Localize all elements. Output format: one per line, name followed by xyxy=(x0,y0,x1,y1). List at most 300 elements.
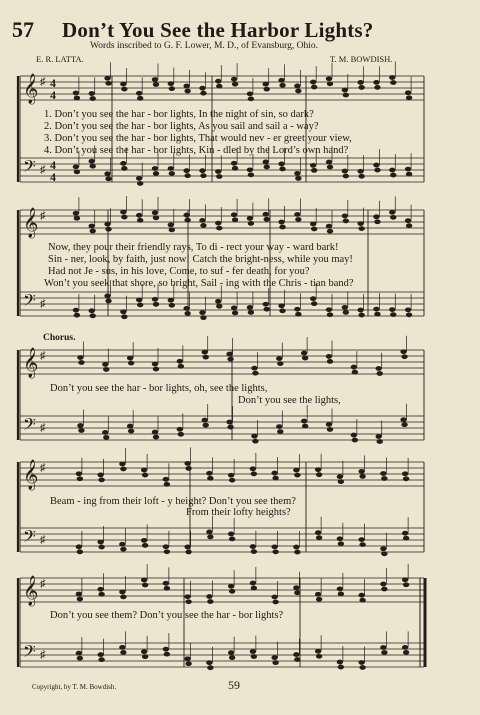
note-head xyxy=(226,420,232,425)
note-head xyxy=(337,536,343,541)
note-head xyxy=(128,361,134,366)
verse-2-line-1: 2. Don’t you see the har - bor lights, As you sail and sail a - way? xyxy=(44,121,319,132)
note-head xyxy=(207,534,213,539)
note-head xyxy=(163,477,169,482)
note-head xyxy=(374,85,380,90)
note-head xyxy=(103,435,109,440)
note-head xyxy=(183,168,189,173)
note-head xyxy=(105,81,111,86)
note-head xyxy=(184,89,190,94)
note-head xyxy=(152,430,158,435)
bass-clef: 𝄢 xyxy=(23,526,36,550)
note-head xyxy=(74,313,80,318)
note-head xyxy=(390,215,396,220)
time-signature: 4 xyxy=(50,158,56,172)
note-head xyxy=(380,471,386,476)
note-head xyxy=(405,167,411,172)
note-head xyxy=(120,210,126,215)
note-head xyxy=(178,364,184,369)
note-head xyxy=(263,212,269,217)
verse-4-line-2: Won’t you seek that shore, so bright, Sail - ing with the Chris - tian band? xyxy=(44,278,354,289)
note-head xyxy=(376,366,382,371)
note-head xyxy=(77,355,83,360)
note-head xyxy=(310,163,316,168)
note-head xyxy=(247,91,253,96)
note-head xyxy=(120,161,126,166)
time-signature: 4 xyxy=(50,76,56,90)
note-head xyxy=(295,217,301,222)
note-head xyxy=(381,587,387,592)
note-head xyxy=(278,78,284,83)
note-head xyxy=(402,471,408,476)
note-head xyxy=(183,213,189,218)
note-head xyxy=(73,211,79,216)
note-head xyxy=(402,577,408,582)
bass-clef: 𝄢 xyxy=(23,641,36,665)
note-head xyxy=(402,531,408,536)
note-head xyxy=(294,657,300,662)
note-head xyxy=(136,297,142,302)
note-head xyxy=(76,592,82,597)
note-head xyxy=(183,306,189,311)
treble-clef: 𝄞 xyxy=(23,348,39,378)
note-head xyxy=(231,305,237,310)
note-head xyxy=(78,428,84,433)
note-head xyxy=(279,167,285,172)
note-head xyxy=(293,545,299,550)
note-head xyxy=(248,221,254,226)
note-head xyxy=(271,595,277,600)
lyricist: E. R. LATTA. xyxy=(36,54,84,64)
note-head xyxy=(215,221,221,226)
note-head xyxy=(229,537,235,542)
note-head xyxy=(207,476,213,481)
note-head xyxy=(359,542,365,547)
key-signature: ♯ xyxy=(40,534,46,546)
note-head xyxy=(293,468,299,473)
verse-3-line-1: 3. Don’t you see the har - bor lights, That would nev - er greet your view, xyxy=(44,133,352,144)
bass-clef: 𝄢 xyxy=(23,414,36,438)
note-head xyxy=(316,472,322,477)
note-head xyxy=(121,314,127,319)
note-head xyxy=(153,367,159,372)
note-head xyxy=(406,95,412,100)
note-head xyxy=(263,160,269,165)
note-head xyxy=(338,541,344,546)
note-head xyxy=(102,362,108,367)
note-head xyxy=(90,229,96,234)
note-head xyxy=(278,220,284,225)
note-head xyxy=(272,660,278,665)
note-head xyxy=(337,660,343,665)
note-head xyxy=(357,80,363,85)
note-head xyxy=(206,529,212,534)
composer: T. M. BOWDISH. xyxy=(330,54,393,64)
note-head xyxy=(326,224,332,229)
note-head xyxy=(119,542,125,547)
note-head xyxy=(120,309,126,314)
note-head xyxy=(73,308,79,313)
note-head xyxy=(310,296,316,301)
bass-clef: 𝄢 xyxy=(23,156,36,180)
note-head xyxy=(185,661,191,666)
note-head xyxy=(271,544,277,549)
note-head xyxy=(163,544,169,549)
note-head xyxy=(403,476,409,481)
note-head xyxy=(381,551,387,556)
note-head xyxy=(343,219,349,224)
note-head xyxy=(294,473,300,478)
note-head xyxy=(226,352,232,357)
note-head xyxy=(250,581,256,586)
note-head xyxy=(295,176,301,181)
note-head xyxy=(137,181,143,186)
note-head xyxy=(215,299,221,304)
note-head xyxy=(215,169,221,174)
note-head xyxy=(119,462,125,467)
note-head xyxy=(76,544,82,549)
note-head xyxy=(377,371,383,376)
note-head xyxy=(215,79,221,84)
note-head xyxy=(169,227,175,232)
note-head xyxy=(295,89,301,94)
note-head xyxy=(343,174,349,179)
note-head xyxy=(128,429,134,434)
note-head xyxy=(311,168,317,173)
note-head xyxy=(311,227,317,232)
note-head xyxy=(251,549,257,554)
note-head xyxy=(277,361,283,366)
note-head xyxy=(206,471,212,476)
note-head xyxy=(295,312,301,317)
note-head xyxy=(120,82,126,87)
note-head xyxy=(359,474,365,479)
time-signature: 4 xyxy=(50,88,56,102)
note-head xyxy=(338,479,344,484)
note-head xyxy=(247,216,253,221)
note-head xyxy=(326,160,332,165)
note-head xyxy=(294,590,300,595)
note-head xyxy=(294,212,300,217)
note-head xyxy=(250,649,256,654)
note-head xyxy=(248,96,254,101)
chorus-line-3: Don’t you see them? Don’t you see the har - bor lights? xyxy=(50,610,284,621)
note-head xyxy=(89,308,95,313)
note-head xyxy=(271,655,277,660)
bass-clef: 𝄢 xyxy=(23,290,36,314)
note-head xyxy=(342,305,348,310)
note-head xyxy=(357,221,363,226)
note-head xyxy=(380,582,386,587)
note-head xyxy=(406,172,412,177)
note-head xyxy=(199,310,205,315)
treble-clef: 𝄞 xyxy=(23,74,39,104)
note-head xyxy=(231,77,237,82)
note-head xyxy=(77,597,83,602)
note-head xyxy=(343,310,349,315)
note-head xyxy=(359,598,365,603)
note-head xyxy=(276,424,282,429)
note-head xyxy=(152,77,158,82)
note-head xyxy=(311,301,317,306)
note-head xyxy=(142,543,148,548)
note-head xyxy=(271,471,277,476)
note-head xyxy=(337,474,343,479)
note-head xyxy=(229,478,235,483)
chorus-line-1-soprano: Don’t you see the har - bor lights, oh, see the lights, xyxy=(50,383,268,394)
note-head xyxy=(294,84,300,89)
note-head xyxy=(251,366,257,371)
verse-1-line-2: Now, they pour their friendly rays, To di - rect your way - ward bark! xyxy=(48,242,339,253)
note-head xyxy=(102,430,108,435)
note-head xyxy=(373,163,379,168)
note-head xyxy=(277,429,283,434)
hymn-title: Don’t You See the Harbor Lights? xyxy=(62,18,374,42)
note-head xyxy=(380,645,386,650)
note-head xyxy=(316,535,322,540)
note-head xyxy=(216,226,222,231)
note-head xyxy=(177,359,183,364)
key-signature: ♯ xyxy=(40,462,46,474)
note-head xyxy=(276,356,282,361)
note-head xyxy=(374,168,380,173)
note-head xyxy=(359,665,365,670)
note-head xyxy=(104,294,110,299)
note-head xyxy=(351,365,357,370)
note-head xyxy=(316,654,322,659)
note-head xyxy=(104,171,110,176)
treble-clef: 𝄞 xyxy=(23,460,39,490)
note-head xyxy=(120,547,126,552)
note-head xyxy=(373,214,379,219)
note-head xyxy=(178,432,184,437)
note-head xyxy=(264,307,270,312)
note-head xyxy=(97,587,103,592)
note-head xyxy=(250,466,256,471)
note-head xyxy=(403,582,409,587)
note-head xyxy=(168,298,174,303)
note-head xyxy=(327,359,333,364)
note-head xyxy=(358,593,364,598)
note-head xyxy=(326,307,332,312)
chorus-label: Chorus. xyxy=(43,333,76,343)
note-head xyxy=(121,215,127,220)
note-head xyxy=(168,166,174,171)
chorus-line-1-bass: Don’t you see the lights, xyxy=(238,395,341,406)
key-signature: ♯ xyxy=(40,422,46,434)
note-head xyxy=(199,86,205,91)
note-head xyxy=(152,362,158,367)
note-head xyxy=(251,586,257,591)
verse-1-line-1: 1. Don’t you see the har - bor lights, In the night of sin, so dark? xyxy=(44,109,314,120)
note-head xyxy=(338,591,344,596)
note-head xyxy=(272,600,278,605)
note-head xyxy=(153,435,159,440)
note-head xyxy=(377,439,383,444)
note-head xyxy=(153,171,159,176)
note-head xyxy=(342,88,348,93)
note-head xyxy=(200,223,206,228)
treble-clef: 𝄞 xyxy=(23,208,39,238)
note-head xyxy=(358,313,364,318)
note-head xyxy=(216,304,222,309)
note-head xyxy=(228,650,234,655)
note-head xyxy=(120,650,126,655)
note-head xyxy=(247,167,253,172)
note-head xyxy=(104,76,110,81)
note-head xyxy=(207,599,213,604)
note-head xyxy=(119,645,125,650)
note-head xyxy=(389,75,395,80)
note-head xyxy=(229,589,235,594)
note-head xyxy=(89,224,95,229)
note-head xyxy=(153,82,159,87)
note-head xyxy=(89,91,95,96)
note-head xyxy=(301,351,307,356)
note-head xyxy=(206,594,212,599)
note-head xyxy=(120,594,126,599)
note-head xyxy=(152,210,158,215)
note-head xyxy=(373,307,379,312)
note-head xyxy=(185,550,191,555)
verse-3-line-2: Had not Je - sus, in his love, Come, to suf - fer death, for you? xyxy=(48,266,310,277)
note-head xyxy=(164,586,170,591)
note-head xyxy=(247,305,253,310)
note-head xyxy=(310,222,316,227)
page-number: 59 xyxy=(228,678,240,692)
note-head xyxy=(202,418,208,423)
note-head xyxy=(302,356,308,361)
note-head xyxy=(105,176,111,181)
note-head xyxy=(248,310,254,315)
note-head xyxy=(105,227,111,232)
note-head xyxy=(327,427,333,432)
note-head xyxy=(76,651,82,656)
note-head xyxy=(76,471,82,476)
note-head xyxy=(357,169,363,174)
note-head xyxy=(315,592,321,597)
note-head xyxy=(405,307,411,312)
note-head xyxy=(251,471,257,476)
note-head xyxy=(390,312,396,317)
note-head xyxy=(401,422,407,427)
note-head xyxy=(400,417,406,422)
note-head xyxy=(229,655,235,660)
note-head xyxy=(77,423,83,428)
note-head xyxy=(358,537,364,542)
note-head xyxy=(315,649,321,654)
note-head xyxy=(343,93,349,98)
note-head xyxy=(403,650,409,655)
note-head xyxy=(141,538,147,543)
note-head xyxy=(279,83,285,88)
note-head xyxy=(358,85,364,90)
note-head xyxy=(142,654,148,659)
note-head xyxy=(184,545,190,550)
note-head xyxy=(390,173,396,178)
note-head xyxy=(400,349,406,354)
note-head xyxy=(264,217,270,222)
note-head xyxy=(74,169,80,174)
treble-clef: 𝄞 xyxy=(23,576,39,606)
note-head xyxy=(293,652,299,657)
note-head xyxy=(294,171,300,176)
note-head xyxy=(326,354,332,359)
note-head xyxy=(357,308,363,313)
note-head xyxy=(272,476,278,481)
note-head xyxy=(77,476,83,481)
note-head xyxy=(316,597,322,602)
note-head xyxy=(97,540,103,545)
note-head xyxy=(184,311,190,316)
note-head xyxy=(207,665,213,670)
note-head xyxy=(401,354,407,359)
note-head xyxy=(127,356,133,361)
note-head xyxy=(98,545,104,550)
note-head xyxy=(164,482,170,487)
note-head xyxy=(264,87,270,92)
note-head xyxy=(164,549,170,554)
note-head xyxy=(105,299,111,304)
chorus-line-2-bass: From their lofty heights? xyxy=(186,507,291,518)
note-head xyxy=(380,546,386,551)
note-head xyxy=(248,172,254,177)
note-head xyxy=(374,219,380,224)
note-head xyxy=(405,90,411,95)
note-head xyxy=(97,652,103,657)
note-head xyxy=(232,166,238,171)
note-head xyxy=(326,76,332,81)
note-head xyxy=(228,532,234,537)
note-head xyxy=(342,169,348,174)
note-head xyxy=(231,212,237,217)
time-signature: 4 xyxy=(50,170,56,184)
note-head xyxy=(119,589,125,594)
note-head xyxy=(137,302,143,307)
key-signature: ♯ xyxy=(40,298,46,310)
note-head xyxy=(185,599,191,604)
key-signature: ♯ xyxy=(40,76,46,88)
note-head xyxy=(216,174,222,179)
note-head xyxy=(263,302,269,307)
note-head xyxy=(73,91,79,96)
note-head xyxy=(136,213,142,218)
note-head xyxy=(232,82,238,87)
note-head xyxy=(311,85,317,90)
note-head xyxy=(352,438,358,443)
note-head xyxy=(381,650,387,655)
note-head xyxy=(406,223,412,228)
note-head xyxy=(327,165,333,170)
note-head xyxy=(184,461,190,466)
note-head xyxy=(228,473,234,478)
note-head xyxy=(389,168,395,173)
note-head xyxy=(90,164,96,169)
note-head xyxy=(200,315,206,320)
note-head xyxy=(74,96,80,101)
note-head xyxy=(184,594,190,599)
note-head xyxy=(315,467,321,472)
note-head xyxy=(97,472,103,477)
note-head xyxy=(389,210,395,215)
note-head xyxy=(169,303,175,308)
key-signature: ♯ xyxy=(40,210,46,222)
note-head xyxy=(326,422,332,427)
note-head xyxy=(142,473,148,478)
note-head xyxy=(351,433,357,438)
note-head xyxy=(358,660,364,665)
note-head xyxy=(104,222,110,227)
